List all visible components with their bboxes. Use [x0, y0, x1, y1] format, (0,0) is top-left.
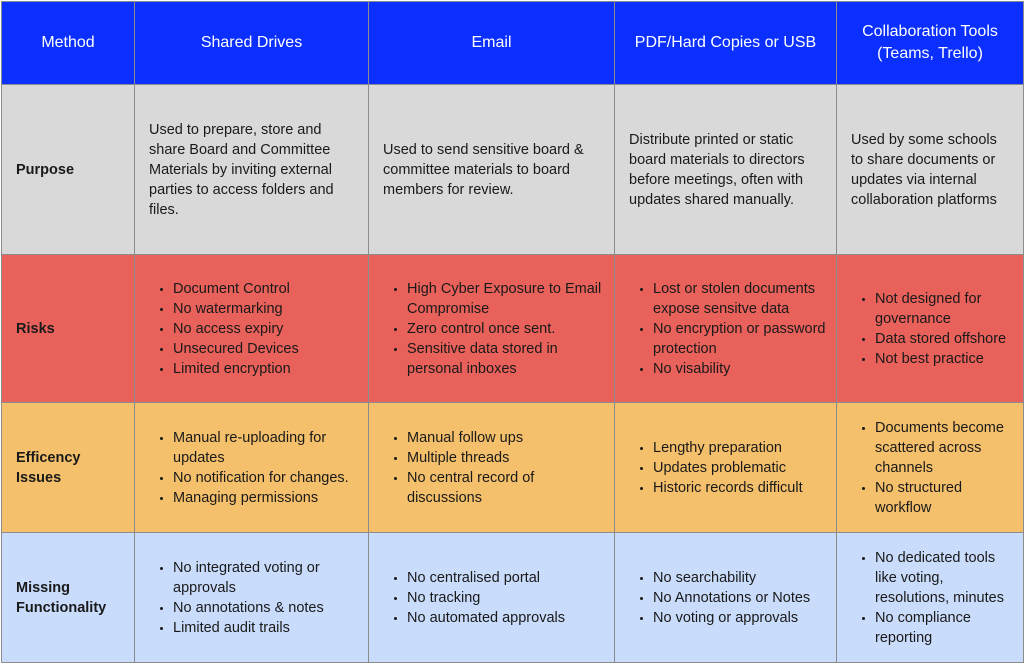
list-item: • Not best practice [875, 349, 1013, 369]
row-label-missing-line2: Functionality [16, 599, 107, 616]
list-item: • No automated approvals [407, 608, 604, 628]
list-item: • No centralised portal [407, 568, 604, 588]
list-item: • Zero control once sent. [407, 319, 604, 339]
list-item: • Updates problematic [653, 458, 826, 478]
list-item: • No compliance reporting [875, 608, 1013, 648]
header-shared-drives: Shared Drives [135, 2, 369, 85]
row-label-purpose: Purpose [2, 85, 135, 255]
header-email: Email [369, 2, 615, 85]
risks-pdf-cell [615, 255, 837, 403]
row-label-missing-line1: Missing [16, 579, 70, 596]
row-label-efficiency-line2: Issues [16, 469, 62, 486]
list-item: • No Annotations or Notes [653, 588, 826, 608]
purpose-collab-text: Used by some schools to share documents or updates via internal collaboration platforms [851, 131, 997, 208]
list-item: • No visability [653, 359, 826, 379]
list-item: • No central record of discussions [407, 468, 604, 508]
list-item: • Limited encryption [173, 359, 358, 379]
list-item: • No annotations & notes [173, 598, 358, 618]
row-label-missing [2, 533, 135, 663]
missing-email-list [369, 568, 614, 628]
list-item: • No watermarking [173, 299, 358, 319]
efficiency-email-cell [369, 403, 615, 533]
purpose-pdf-cell [615, 85, 837, 255]
purpose-collab-cell [837, 85, 1024, 255]
list-item: • Document Control [173, 279, 358, 299]
list-item: • No notification for changes. [173, 468, 358, 488]
efficiency-row [2, 403, 1024, 533]
header-collab-line1: Collaboration Tools [862, 23, 998, 40]
row-label-efficiency [2, 403, 135, 533]
list-item: • No structured workflow [875, 478, 1013, 518]
header-pdf: PDF/Hard Copies or USB [615, 2, 837, 85]
row-label-efficiency-line1: Efficency [16, 449, 81, 466]
list-item: • No encryption or password protection [653, 319, 826, 359]
list-item: • High Cyber Exposure to Email Compromise [407, 279, 604, 319]
missing-shared-drives-list [135, 558, 368, 638]
list-item: • Data stored offshore [875, 329, 1013, 349]
risks-collab-cell [837, 255, 1024, 403]
list-item: • Manual follow ups [407, 428, 604, 448]
list-item: • No integrated voting or approvals [173, 558, 358, 598]
header-collab-line2: (Teams, Trello) [877, 45, 983, 62]
list-item: • No dedicated tools like voting, resolutions, minutes [875, 548, 1013, 608]
header-collaboration-tools [837, 2, 1024, 85]
missing-functionality-row [2, 533, 1024, 663]
risks-email-list [369, 279, 614, 379]
purpose-shared-drives-cell [135, 85, 369, 255]
list-item: • No searchability [653, 568, 826, 588]
list-item: • Multiple threads [407, 448, 604, 468]
missing-pdf-list [615, 568, 836, 628]
list-item: • Limited audit trails [173, 618, 358, 638]
list-item: • No access expiry [173, 319, 358, 339]
efficiency-shared-drives-cell [135, 403, 369, 533]
purpose-row [2, 85, 1024, 255]
list-item: • No tracking [407, 588, 604, 608]
list-item: • No voting or approvals [653, 608, 826, 628]
list-item: • Documents become scattered across channels [875, 418, 1013, 478]
efficiency-shared-drives-list [135, 428, 368, 508]
header-row [2, 2, 1024, 85]
missing-collab-list [837, 548, 1023, 648]
efficiency-collab-cell [837, 403, 1024, 533]
list-item: • Lost or stolen documents expose sensitve data [653, 279, 826, 319]
risks-shared-drives-list [135, 279, 368, 379]
purpose-pdf-text: Distribute printed or static board materials to directors before meetings, often with updates shared manually. [629, 131, 805, 208]
purpose-email-text: Used to send sensitive board & committee materials to board members for review. [383, 141, 584, 198]
risks-pdf-list [615, 279, 836, 379]
list-item: • Lengthy preparation [653, 438, 826, 458]
missing-email-cell [369, 533, 615, 663]
risks-collab-list [837, 289, 1023, 369]
list-item: • Unsecured Devices [173, 339, 358, 359]
missing-collab-cell [837, 533, 1024, 663]
comparison-table [1, 1, 1024, 663]
missing-pdf-cell [615, 533, 837, 663]
efficiency-pdf-list [615, 438, 836, 498]
list-item: • Managing permissions [173, 488, 358, 508]
efficiency-pdf-cell [615, 403, 837, 533]
missing-shared-drives-cell [135, 533, 369, 663]
risks-email-cell [369, 255, 615, 403]
efficiency-collab-list [837, 418, 1023, 518]
efficiency-email-list [369, 428, 614, 508]
list-item: • Not designed for governance [875, 289, 1013, 329]
list-item: • Historic records difficult [653, 478, 826, 498]
purpose-email-cell [369, 85, 615, 255]
list-item: • Manual re-uploading for updates [173, 428, 358, 468]
purpose-shared-drives-text: Used to prepare, store and share Board and Committee Materials by inviting external parties to access folders and files. [149, 121, 334, 218]
row-label-risks: Risks [2, 255, 135, 403]
risks-shared-drives-cell [135, 255, 369, 403]
risks-row [2, 255, 1024, 403]
header-method: Method [2, 2, 135, 85]
list-item: • Sensitive data stored in personal inboxes [407, 339, 604, 379]
